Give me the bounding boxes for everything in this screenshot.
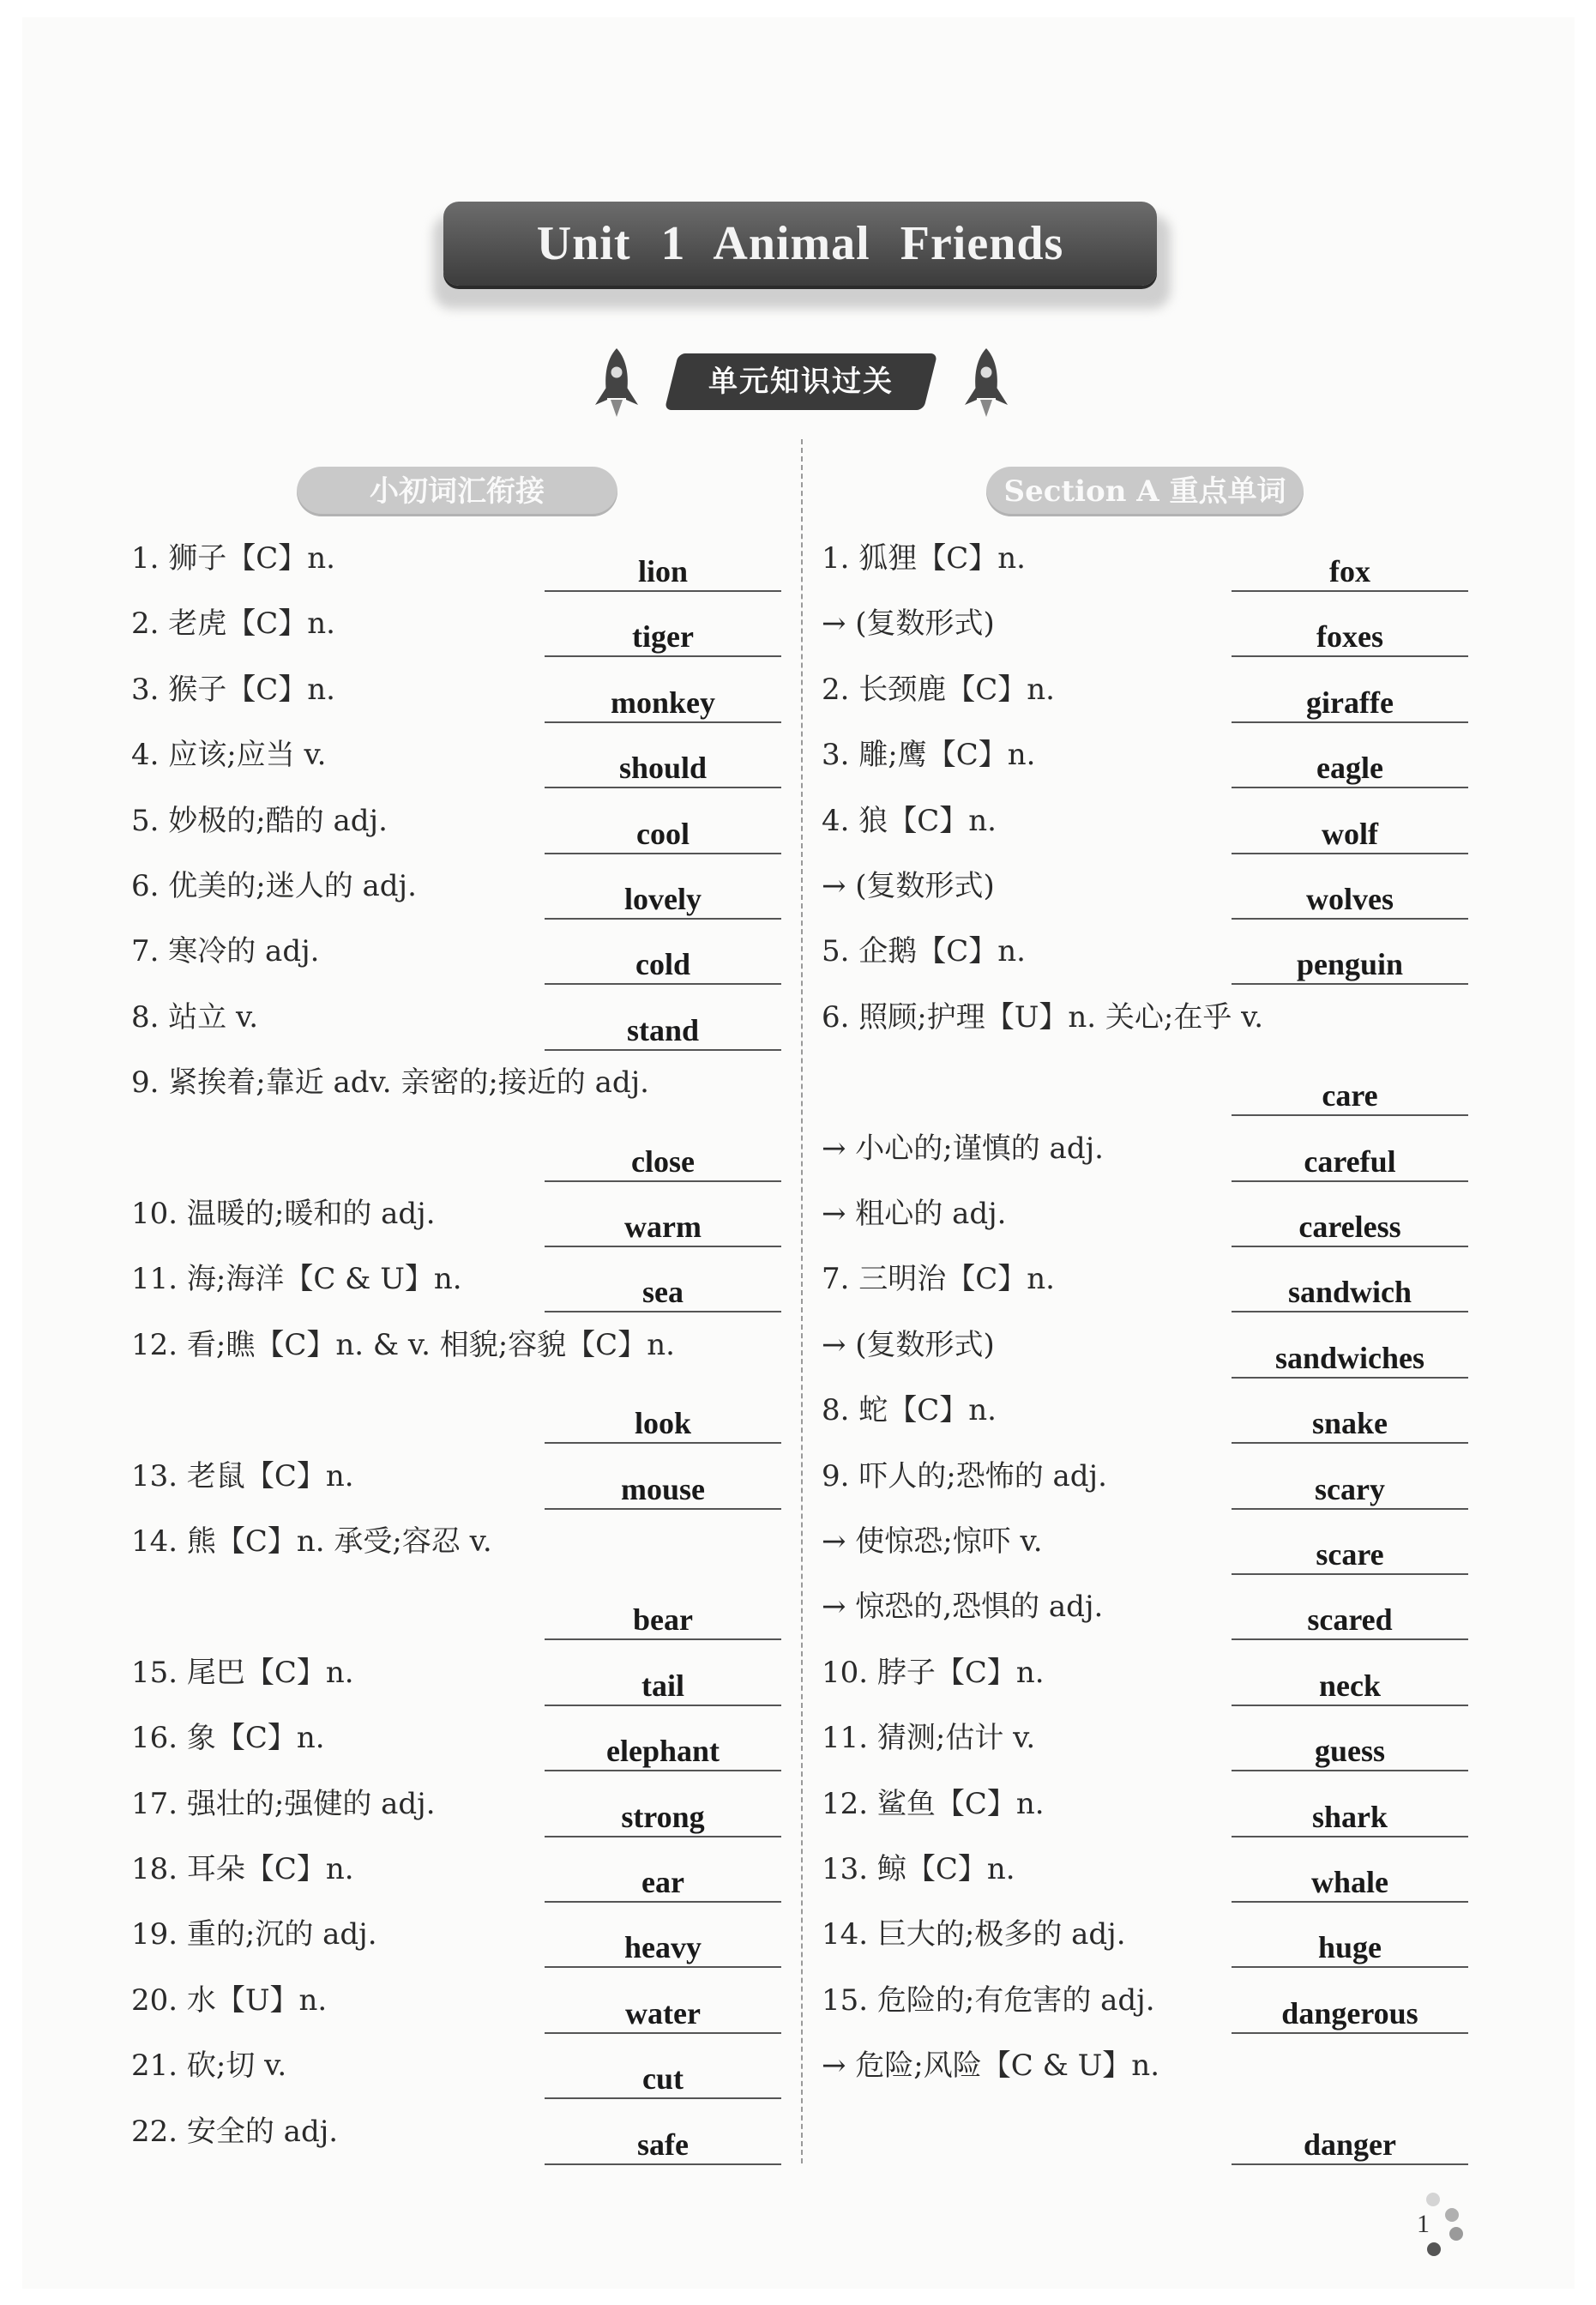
column-divider xyxy=(801,439,803,2163)
chinese-definition: 3. 雕;鹰【C】n. xyxy=(822,738,1036,773)
word-row xyxy=(131,1908,781,1968)
chinese-definition: 7. 三明治【C】n. xyxy=(822,1262,1055,1297)
word-row xyxy=(131,925,781,985)
answer-blank[interactable]: tiger xyxy=(545,595,781,657)
word-row xyxy=(822,1777,1468,1837)
answer-blank[interactable]: cold xyxy=(545,923,781,985)
answer-blank[interactable]: neck xyxy=(1232,1644,1468,1706)
answer-blank[interactable]: foxes xyxy=(1232,595,1468,657)
answer-blank[interactable]: scare xyxy=(1232,1513,1468,1575)
word-row xyxy=(822,794,1468,854)
answer-blank[interactable]: eagle xyxy=(1232,727,1468,788)
chinese-definition: 15. 危险的;有危害的 adj. xyxy=(822,1982,1155,2018)
word-row xyxy=(131,532,781,592)
word-row xyxy=(822,1318,1468,1379)
word-row xyxy=(131,860,781,920)
answer-blank[interactable]: tail xyxy=(545,1644,781,1706)
word-row xyxy=(822,663,1468,723)
chinese-definition: 5. 企鹅【C】n. xyxy=(822,934,1026,969)
word-row xyxy=(822,2039,1468,2099)
word-row xyxy=(822,1843,1468,1903)
word-row xyxy=(822,728,1468,788)
answer-blank[interactable]: shark xyxy=(1232,1776,1468,1837)
word-row xyxy=(822,1711,1468,1771)
word-row xyxy=(131,1122,781,1182)
answer-blank[interactable]: monkey xyxy=(545,661,781,723)
word-row xyxy=(822,1056,1468,1116)
answer-blank[interactable]: lovely xyxy=(545,858,781,920)
page-number: 1 xyxy=(1417,2210,1430,2238)
chinese-definition: 14. 熊【C】n. 承受;容忍 v. xyxy=(131,1524,492,1559)
unit-title: Unit 1 Animal Friends xyxy=(536,217,1064,270)
decorative-dot xyxy=(1449,2227,1463,2241)
chinese-definition: 4. 狼【C】n. xyxy=(822,803,997,838)
chinese-definition: → 危险;风险【C & U】n. xyxy=(822,2049,1160,2084)
decorative-dot xyxy=(1445,2208,1459,2222)
answer-blank[interactable]: heavy xyxy=(545,1906,781,1968)
chinese-definition: 10. 温暖的;暖和的 adj. xyxy=(131,1197,436,1231)
chinese-definition: → 小心的;谨慎的 adj. xyxy=(822,1131,1104,1166)
chinese-definition: → 使惊恐;惊吓 v. xyxy=(822,1524,1043,1559)
word-row xyxy=(822,1974,1468,2034)
word-row xyxy=(822,925,1468,985)
answer-blank[interactable]: snake xyxy=(1232,1382,1468,1444)
chinese-definition: 16. 象【C】n. xyxy=(131,1721,325,1756)
chinese-definition: 4. 应该;应当 v. xyxy=(131,738,327,773)
answer-blank[interactable]: fox xyxy=(1232,530,1468,592)
answer-blank[interactable]: careful xyxy=(1232,1120,1468,1182)
answer-blank[interactable]: bear xyxy=(545,1578,781,1640)
chinese-definition: 12. 鲨鱼【C】n. xyxy=(822,1786,1045,1821)
word-row xyxy=(822,1908,1468,1968)
word-row xyxy=(822,532,1468,592)
word-row xyxy=(131,1450,781,1510)
answer-blank[interactable]: whale xyxy=(1232,1841,1468,1903)
word-row xyxy=(822,1580,1468,1640)
answer-blank[interactable]: sea xyxy=(545,1251,781,1312)
word-row xyxy=(822,991,1468,1051)
word-row xyxy=(131,1646,781,1706)
chinese-definition: 6. 照顾;护理【U】n. 关心;在乎 v. xyxy=(822,999,1264,1035)
chinese-definition: 22. 安全的 adj. xyxy=(131,2114,339,2149)
word-row xyxy=(131,991,781,1051)
answer-blank[interactable]: elephant xyxy=(545,1710,781,1771)
word-row xyxy=(131,1515,781,1575)
right-section-header: Section A 重点单词 xyxy=(986,467,1304,516)
rocket-icon xyxy=(956,345,1016,422)
word-row xyxy=(822,1187,1468,1247)
word-row xyxy=(131,597,781,657)
chinese-definition: 2. 老虎【C】n. xyxy=(131,606,335,642)
decorative-dot xyxy=(1426,2193,1440,2206)
word-row xyxy=(131,663,781,723)
word-row xyxy=(822,1384,1468,1444)
word-row xyxy=(822,1646,1468,1706)
answer-blank[interactable]: huge xyxy=(1232,1906,1468,1968)
answer-blank[interactable]: dangerous xyxy=(1232,1972,1468,2034)
answer-blank[interactable]: water xyxy=(545,1972,781,2034)
chinese-definition: → 惊恐的,恐惧的 adj. xyxy=(822,1590,1104,1625)
chinese-definition: 8. 站立 v. xyxy=(131,999,259,1035)
chinese-definition: 21. 砍;切 v. xyxy=(131,2049,287,2084)
word-row xyxy=(131,1711,781,1771)
section-badge: 单元知识过关 xyxy=(708,365,894,399)
answer-blank[interactable]: strong xyxy=(545,1776,781,1837)
chinese-definition: 1. 狮子【C】n. xyxy=(131,541,335,576)
word-row xyxy=(822,860,1468,920)
word-row xyxy=(131,1777,781,1837)
answer-blank[interactable]: scary xyxy=(1232,1448,1468,1510)
chinese-definition: 5. 妙极的;酷的 adj. xyxy=(131,803,388,838)
word-row xyxy=(131,2105,781,2165)
chinese-definition: 9. 吓人的;恐怖的 adj. xyxy=(822,1458,1107,1493)
answer-blank[interactable]: giraffe xyxy=(1232,661,1468,723)
rocket-icon xyxy=(587,345,647,422)
word-row xyxy=(131,1252,781,1312)
answer-blank[interactable]: look xyxy=(545,1382,781,1444)
word-row xyxy=(822,597,1468,657)
answer-blank[interactable]: should xyxy=(545,727,781,788)
chinese-definition: 6. 优美的;迷人的 adj. xyxy=(131,869,417,903)
answer-blank[interactable]: cool xyxy=(545,793,781,854)
answer-blank[interactable]: cut xyxy=(545,2037,781,2099)
word-row xyxy=(822,2105,1468,2165)
answer-blank[interactable]: lion xyxy=(545,530,781,592)
chinese-definition: 11. 海;海洋【C & U】n. xyxy=(131,1262,462,1297)
word-row xyxy=(131,1187,781,1247)
chinese-definition: 13. 鲸【C】n. xyxy=(822,1852,1015,1886)
answer-blank[interactable]: ear xyxy=(545,1841,781,1903)
chinese-definition: → (复数形式) xyxy=(822,606,995,642)
answer-blank[interactable]: sandwiches xyxy=(1232,1317,1468,1379)
word-row xyxy=(131,1384,781,1444)
answer-blank[interactable]: scared xyxy=(1232,1578,1468,1640)
answer-blank[interactable]: care xyxy=(1232,1054,1468,1116)
word-row xyxy=(131,1318,781,1379)
chinese-definition: 14. 巨大的;极多的 adj. xyxy=(822,1917,1126,1952)
word-row xyxy=(822,1450,1468,1510)
word-row xyxy=(131,1580,781,1640)
word-row xyxy=(131,1974,781,2034)
chinese-definition: 15. 尾巴【C】n. xyxy=(131,1655,354,1690)
answer-blank[interactable]: penguin xyxy=(1232,923,1468,985)
answer-blank[interactable]: close xyxy=(545,1120,781,1182)
chinese-definition: 20. 水【U】n. xyxy=(131,1982,328,2018)
word-row xyxy=(131,794,781,854)
answer-blank[interactable]: careless xyxy=(1232,1186,1468,1247)
answer-blank[interactable]: mouse xyxy=(545,1448,781,1510)
word-row xyxy=(131,1056,781,1116)
left-section-header: 小初词汇衔接 xyxy=(297,467,617,516)
answer-blank[interactable]: danger xyxy=(1232,2103,1468,2165)
chinese-definition: 11. 猜测;估计 v. xyxy=(822,1721,1036,1756)
chinese-definition: → (复数形式) xyxy=(822,1327,995,1362)
chinese-definition: → 粗心的 adj. xyxy=(822,1197,1007,1231)
chinese-definition: → (复数形式) xyxy=(822,869,995,903)
word-row xyxy=(822,1252,1468,1312)
chinese-definition: 3. 猴子【C】n. xyxy=(131,672,335,707)
word-row xyxy=(822,1515,1468,1575)
answer-blank[interactable]: wolves xyxy=(1232,858,1468,920)
word-row xyxy=(131,2039,781,2099)
answer-blank[interactable]: safe xyxy=(545,2103,781,2165)
answer-blank[interactable]: warm xyxy=(545,1186,781,1247)
chinese-definition: 18. 耳朵【C】n. xyxy=(131,1852,354,1886)
chinese-definition: 1. 狐狸【C】n. xyxy=(822,541,1026,576)
chinese-definition: 8. 蛇【C】n. xyxy=(822,1393,997,1428)
decorative-dot xyxy=(1427,2242,1441,2256)
word-row xyxy=(131,728,781,788)
chinese-definition: 12. 看;瞧【C】n. & v. 相貌;容貌【C】n. xyxy=(131,1327,675,1362)
answer-blank[interactable]: sandwich xyxy=(1232,1251,1468,1312)
chinese-definition: 7. 寒冷的 adj. xyxy=(131,934,320,969)
word-row xyxy=(822,1122,1468,1182)
chinese-definition: 19. 重的;沉的 adj. xyxy=(131,1917,377,1952)
answer-blank[interactable]: stand xyxy=(545,989,781,1051)
chinese-definition: 2. 长颈鹿【C】n. xyxy=(822,672,1055,707)
chinese-definition: 9. 紧挨着;靠近 adv. 亲密的;接近的 adj. xyxy=(131,1065,649,1101)
chinese-definition: 10. 脖子【C】n. xyxy=(822,1655,1045,1690)
word-row xyxy=(131,1843,781,1903)
chinese-definition: 17. 强壮的;强健的 adj. xyxy=(131,1786,436,1821)
answer-blank[interactable]: guess xyxy=(1232,1710,1468,1771)
answer-blank[interactable]: wolf xyxy=(1232,793,1468,854)
chinese-definition: 13. 老鼠【C】n. xyxy=(131,1458,354,1493)
